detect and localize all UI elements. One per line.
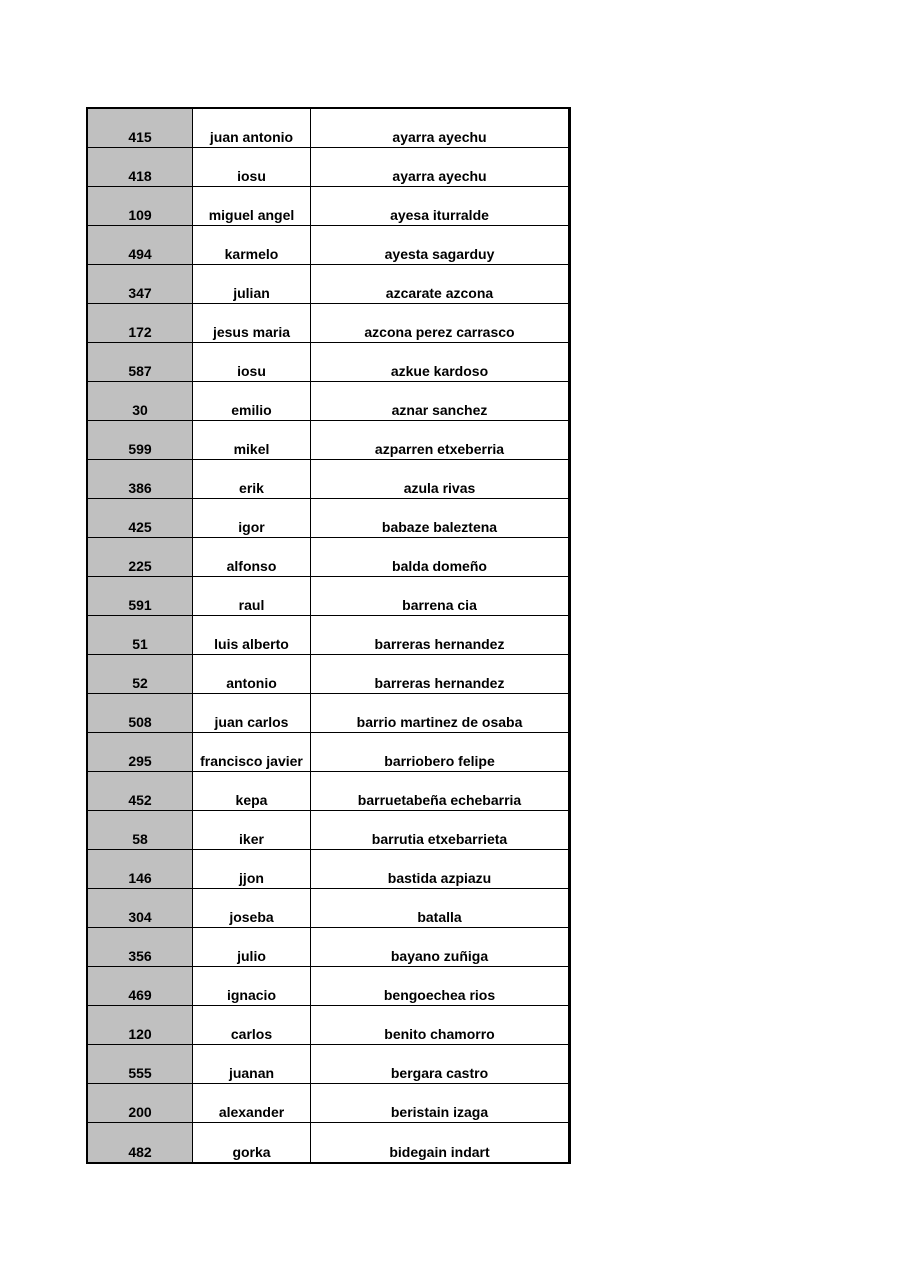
number-cell: 555	[88, 1045, 193, 1083]
number-cell: 295	[88, 733, 193, 771]
number-cell: 482	[88, 1123, 193, 1162]
table-row	[88, 928, 568, 967]
number-cell: 58	[88, 811, 193, 849]
number-cell: 51	[88, 616, 193, 654]
last-name-cell: barreras hernandez	[374, 636, 505, 652]
first-name-cell: julian	[193, 265, 311, 303]
last-name-cell: barrutia etxebarrieta	[371, 831, 508, 847]
table-row	[88, 1084, 568, 1123]
table-row	[88, 382, 568, 421]
number-cell: 356	[88, 928, 193, 966]
first-name-cell: iosu	[193, 343, 311, 381]
number-cell: 386	[88, 460, 193, 498]
number-cell: 587	[88, 343, 193, 381]
number-cell: 494	[88, 226, 193, 264]
last-name-cell: barrena cia	[402, 597, 477, 613]
first-name-cell: gorka	[193, 1123, 311, 1162]
table-row	[88, 1006, 568, 1045]
first-name-cell: juan antonio	[193, 109, 311, 147]
number-cell: 418	[88, 148, 193, 186]
table-row	[88, 304, 568, 343]
first-name-cell: juan carlos	[193, 694, 311, 732]
table-row	[88, 967, 568, 1006]
table-row	[88, 850, 568, 889]
first-name-cell: jesus maria	[193, 304, 311, 342]
number-cell: 30	[88, 382, 193, 420]
table-row	[88, 811, 568, 850]
number-cell: 591	[88, 577, 193, 615]
table-row	[88, 772, 568, 811]
number-cell: 508	[88, 694, 193, 732]
number-cell: 347	[88, 265, 193, 303]
last-name-cell: batalla	[417, 909, 462, 925]
number-cell: 304	[88, 889, 193, 927]
first-name-cell: iker	[193, 811, 311, 849]
number-cell: 109	[88, 187, 193, 225]
first-name-cell: antonio	[193, 655, 311, 693]
first-name-cell: raul	[193, 577, 311, 615]
table-row	[88, 109, 568, 148]
first-name-cell: francisco javier	[193, 733, 311, 771]
table-row	[88, 499, 568, 538]
last-name-cell: ayesta sagarduy	[384, 246, 495, 262]
last-name-cell: barriobero felipe	[384, 753, 495, 769]
table-row	[88, 616, 568, 655]
last-name-cell: azkue kardoso	[390, 363, 489, 379]
number-cell: 469	[88, 967, 193, 1005]
number-cell: 452	[88, 772, 193, 810]
table-row	[88, 655, 568, 694]
last-name-cell: azcarate azcona	[385, 285, 494, 301]
first-name-cell: julio	[193, 928, 311, 966]
last-name-cell: ayesa iturralde	[390, 207, 489, 223]
number-cell: 120	[88, 1006, 193, 1044]
first-name-cell: juanan	[193, 1045, 311, 1083]
last-name-cell: barruetabeña echebarria	[357, 792, 522, 808]
table-row	[88, 1045, 568, 1084]
first-name-cell: ignacio	[193, 967, 311, 1005]
first-name-cell: joseba	[193, 889, 311, 927]
last-name-cell: bergara castro	[390, 1065, 489, 1081]
first-name-cell: erik	[193, 460, 311, 498]
number-cell: 52	[88, 655, 193, 693]
table-row	[88, 148, 568, 187]
last-name-cell: beristain izaga	[390, 1104, 489, 1120]
last-name-cell: aznar sanchez	[391, 402, 488, 418]
table-row	[88, 187, 568, 226]
last-name-cell: ayarra ayechu	[392, 129, 487, 145]
table-row	[88, 226, 568, 265]
number-cell: 599	[88, 421, 193, 459]
table-row	[88, 577, 568, 616]
first-name-cell: karmelo	[193, 226, 311, 264]
last-name-cell: bastida azpiazu	[387, 870, 492, 886]
first-name-cell: carlos	[193, 1006, 311, 1044]
last-name-cell: azcona perez carrasco	[364, 324, 515, 340]
table-row	[88, 733, 568, 772]
last-name-cell: bayano zuñiga	[390, 948, 489, 964]
table-row	[88, 1123, 568, 1162]
table-row	[88, 889, 568, 928]
last-name-cell: azparren etxeberria	[374, 441, 505, 457]
number-cell: 425	[88, 499, 193, 537]
first-name-cell: miguel angel	[193, 187, 311, 225]
last-name-cell: benito chamorro	[384, 1026, 495, 1042]
first-name-cell: igor	[193, 499, 311, 537]
table-row	[88, 343, 568, 382]
last-name-cell: barreras hernandez	[374, 675, 505, 691]
last-name-cell: bengoechea rios	[383, 987, 496, 1003]
table-row	[88, 538, 568, 577]
first-name-cell: kepa	[193, 772, 311, 810]
names-table	[86, 107, 571, 1164]
first-name-cell: iosu	[193, 148, 311, 186]
first-name-cell: mikel	[193, 421, 311, 459]
last-name-cell: balda domeño	[392, 558, 487, 574]
table-row	[88, 460, 568, 499]
first-name-cell: emilio	[193, 382, 311, 420]
first-name-cell: alfonso	[193, 538, 311, 576]
number-cell: 200	[88, 1084, 193, 1122]
table-row	[88, 694, 568, 733]
last-name-cell: babaze baleztena	[381, 519, 498, 535]
first-name-cell: luis alberto	[193, 616, 311, 654]
number-cell: 146	[88, 850, 193, 888]
last-name-cell: azula rivas	[403, 480, 476, 496]
table-row	[88, 265, 568, 304]
first-name-cell: jjon	[193, 850, 311, 888]
number-cell: 172	[88, 304, 193, 342]
last-name-cell: barrio martinez de osaba	[356, 714, 523, 730]
last-name-cell: ayarra ayechu	[392, 168, 487, 184]
last-name-cell: bidegain indart	[389, 1144, 490, 1160]
number-cell: 415	[88, 109, 193, 147]
first-name-cell: alexander	[193, 1084, 311, 1122]
number-cell: 225	[88, 538, 193, 576]
table-row	[88, 421, 568, 460]
